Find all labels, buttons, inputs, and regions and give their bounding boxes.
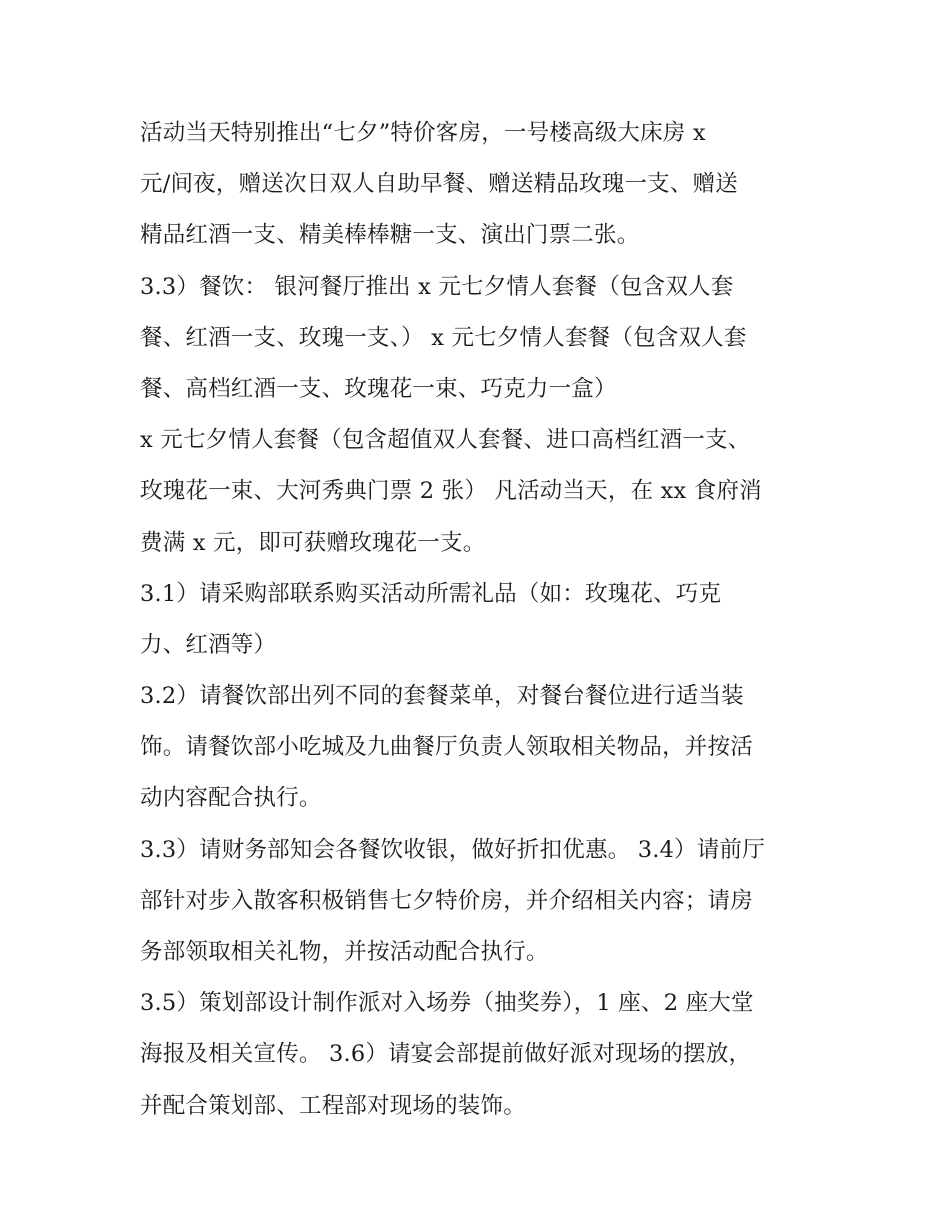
text-line: 3.3）餐饮： 银河餐厅推出 x 元七夕情人套餐（包含双人套 (140, 273, 734, 300)
document-body (140, 108, 830, 1132)
text-line: 元/间夜，赠送次日双人自助早餐、赠送精品玫瑰一支、赠送 (140, 171, 738, 198)
text-line: x 元七夕情人套餐（包含超值双人套餐、进口高档红酒一支、 (140, 427, 751, 454)
text-line: 餐、高档红酒一支、玫瑰花一束、巧克力一盒） (140, 375, 617, 402)
text-line: 并配合策划部、工程部对现场的装饰。 (140, 1092, 526, 1119)
text-line: 3.1）请采购部联系购买活动所需礼品（如：玫瑰花、巧克 (140, 580, 722, 607)
text-line: 精品红酒一支、精美棒棒糖一支、演出门票二张。 (140, 222, 640, 249)
text-line: 3.5）策划部设计制作派对入场券（抽奖券），1 座、2 座大堂 (140, 990, 754, 1017)
text-line: 海报及相关宣传。 3.6）请宴会部提前做好派对现场的摆放， (140, 1041, 752, 1068)
text-line: 动内容配合执行。 (140, 785, 322, 812)
text-line: 费满 x 元，即可获赠玫瑰花一支。 (140, 529, 486, 556)
text-line: 部针对步入散客积极销售七夕特价房，并介绍相关内容；请房 (140, 887, 753, 914)
text-line: 玫瑰花一束、大河秀典门票 2 张） 凡活动当天，在 xx 食府消 (140, 478, 762, 505)
text-line: 3.2）请餐饮部出列不同的套餐菜单，对餐台餐位进行适当装 (140, 683, 744, 710)
text-line: 力、红酒等） (140, 631, 277, 658)
text-line: 饰。请餐饮部小吃城及九曲餐厅负责人领取相关物品，并按活 (140, 734, 753, 761)
text-line: 餐、红酒一支、玫瑰一支、） x 元七夕情人套餐（包含双人套 (140, 324, 747, 351)
text-line: 活动当天特别推出“七夕”特价客房，一号楼高级大床房 x (140, 120, 706, 146)
text-line: 3.3）请财务部知会各餐饮收银，做好折扣优惠。 3.4）请前厅 (140, 836, 765, 863)
text-line: 务部领取相关礼物，并按活动配合执行。 (140, 939, 549, 965)
